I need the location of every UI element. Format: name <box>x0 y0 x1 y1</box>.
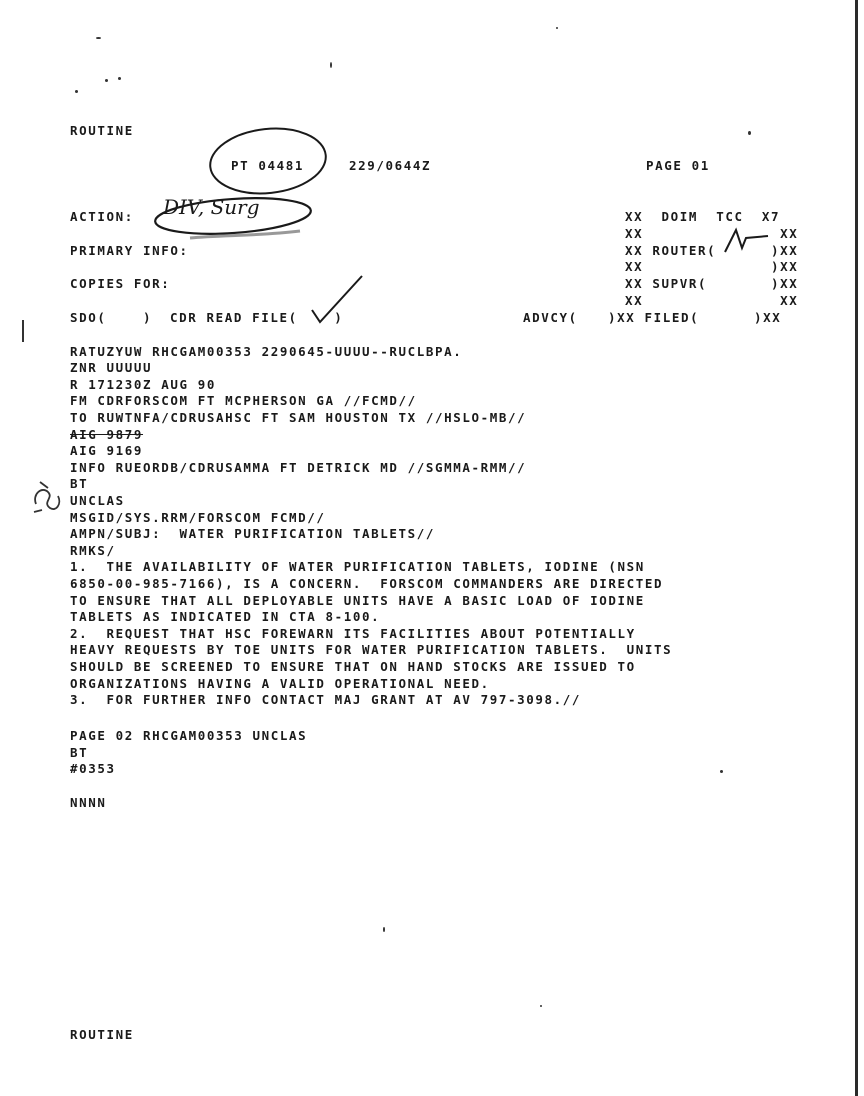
scan-speck <box>105 79 108 82</box>
message-line: INFO RUEORDB/CDRUSAMMA FT DETRICK MD //SGMMA-RMM// <box>70 460 527 475</box>
message-line: MSGID/SYS.RRM/FORSCOM FCMD// <box>70 510 326 525</box>
message-line: 1. THE AVAILABILITY OF WATER PURIFICATION TABLETS, IODINE (NSN <box>70 559 645 574</box>
trailer-line: BT <box>70 745 89 760</box>
message-line: AMPN/SUBJ: WATER PURIFICATION TABLETS// <box>70 526 436 541</box>
routing-right-line: XX )XX <box>625 259 799 274</box>
primary-info-label: PRIMARY INFO: <box>70 243 189 258</box>
copies-for-label: COPIES FOR: <box>70 276 171 291</box>
page-number: PAGE 01 <box>646 158 710 173</box>
message-line: BT <box>70 476 89 491</box>
message-line: ZNR UUUUU <box>70 360 153 375</box>
date-time-group: 229/0644Z <box>349 158 432 173</box>
pt-circle-mark <box>207 123 329 199</box>
handwritten-annotations <box>130 115 390 245</box>
message-line: RMKS/ <box>70 543 116 558</box>
routine-footer: ROUTINE <box>70 1027 134 1042</box>
routing-right-line: XX XX <box>625 293 799 308</box>
message-line: FM CDRFORSCOM FT MCPHERSON GA //FCMD// <box>70 393 417 408</box>
message-line: SHOULD BE SCREENED TO ENSURE THAT ON HAND STOCKS ARE ISSUED TO <box>70 659 636 674</box>
advcy-field: ADVCY( <box>523 310 578 325</box>
routing-right-line: XX ROUTER( )XX <box>625 243 799 258</box>
action-handwritten-note: DIV, Surg <box>163 195 260 219</box>
scan-speck <box>556 27 558 29</box>
scan-speck <box>540 1005 542 1007</box>
message-line: AIG 9169 <box>70 443 144 458</box>
message-line: ORGANIZATIONS HAVING A VALID OPERATIONAL NEED. <box>70 676 490 691</box>
initial-mark-icon <box>722 226 772 256</box>
message-line: HEAVY REQUESTS BY TOE UNITS FOR WATER PURIFICATION TABLETS. UNITS <box>70 642 673 657</box>
trailer-line: #0353 <box>70 761 116 776</box>
stamp-scribble-icon <box>28 474 68 518</box>
message-line: 2. REQUEST THAT HSC FOREWARN ITS FACILITIES ABOUT POTENTIALLY <box>70 626 636 641</box>
cdr-read-file-field: CDR READ FILE( ) <box>170 310 344 325</box>
scan-speck <box>330 62 332 68</box>
scan-speck <box>96 37 101 39</box>
message-line: R 171230Z AUG 90 <box>70 377 217 392</box>
routing-right-line: )XX FILED( )XX <box>608 310 782 325</box>
scan-speck <box>383 927 385 932</box>
scan-speck <box>22 320 24 342</box>
routine-header: ROUTINE <box>70 123 134 138</box>
check-mark-icon <box>300 270 370 330</box>
message-line: TO RUWTNFA/CDRUSAHSC FT SAM HOUSTON TX //HSLO-MB// <box>70 410 527 425</box>
routing-right-line: XX XX <box>625 226 799 241</box>
scan-speck <box>720 770 723 773</box>
message-line-struck: AIG 9879 <box>70 427 144 442</box>
message-line: UNCLAS <box>70 493 125 508</box>
message-line: 3. FOR FURTHER INFO CONTACT MAJ GRANT AT AV 797-3098.// <box>70 692 582 707</box>
routing-right-line: XX DOIM TCC X7 <box>625 209 781 224</box>
page-edge-shadow <box>855 0 858 1096</box>
routing-right-line: XX SUPVR( )XX <box>625 276 799 291</box>
sdo-field: SDO( ) <box>70 310 153 325</box>
scan-speck <box>748 131 751 135</box>
message-line: TO ENSURE THAT ALL DEPLOYABLE UNITS HAVE A BASIC LOAD OF IODINE <box>70 593 645 608</box>
action-label: ACTION: <box>70 209 134 224</box>
trailer-line: PAGE 02 RHCGAM00353 UNCLAS <box>70 728 308 743</box>
end-marker: NNNN <box>70 795 107 810</box>
message-line: TABLETS AS INDICATED IN CTA 8-100. <box>70 609 381 624</box>
message-line: RATUZYUW RHCGAM00353 2290645-UUUU--RUCLBPA. <box>70 344 463 359</box>
pt-number: PT 04481 <box>231 158 305 173</box>
scan-speck <box>75 90 78 93</box>
scan-speck <box>118 77 121 80</box>
message-line: 6850-00-985-7166), IS A CONCERN. FORSCOM COMMANDERS ARE DIRECTED <box>70 576 664 591</box>
